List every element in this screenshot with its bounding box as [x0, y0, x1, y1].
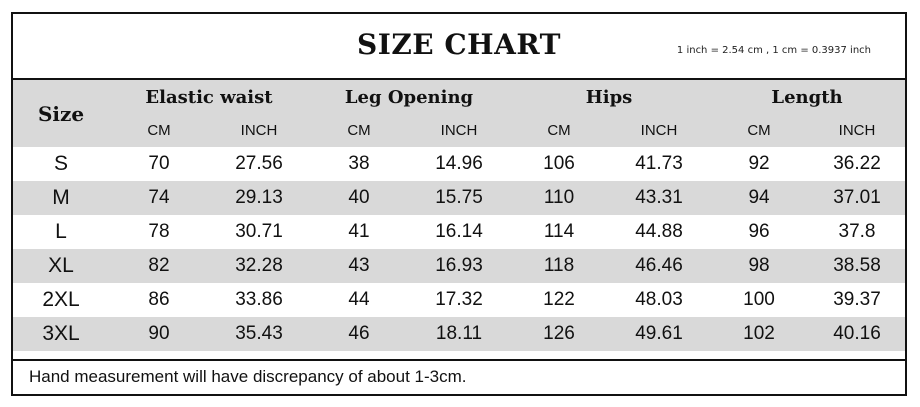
unit-header: INCH	[609, 114, 709, 147]
size-column-header: Size	[13, 80, 109, 147]
value-cell: 37.8	[838, 221, 876, 242]
unit-header-row	[13, 114, 905, 147]
value-cell: 30.71	[235, 221, 283, 242]
unit-header: CM	[109, 114, 209, 147]
value-cell: 46	[309, 317, 409, 351]
group-header-length: Length	[709, 80, 905, 114]
value-cell: 110	[509, 181, 609, 215]
size-cell: 3XL	[13, 317, 109, 351]
size-cell: XL	[13, 249, 109, 283]
size-cell: M	[13, 181, 109, 215]
value-cell: 86	[148, 289, 170, 310]
value-cell: 98	[709, 249, 809, 283]
value-cell: 40	[309, 181, 409, 215]
value-cell: 18.11	[409, 317, 509, 351]
unit-header: CM	[509, 114, 609, 147]
value-cell: 90	[109, 317, 209, 351]
table-row	[13, 215, 905, 249]
value-cell: 38.58	[809, 249, 905, 283]
unit-header: CM	[709, 114, 809, 147]
value-cell: 16.93	[409, 249, 509, 283]
value-cell: 33.86	[235, 289, 283, 310]
value-cell: 100	[743, 289, 775, 310]
value-cell: 38	[348, 153, 370, 174]
value-cell: 44	[348, 289, 370, 310]
group-header-hips: Hips	[509, 80, 709, 114]
value-cell: 43	[309, 249, 409, 283]
value-cell: 41	[348, 221, 370, 242]
unit-header: INCH	[409, 114, 509, 147]
value-cell: 44.88	[635, 221, 683, 242]
size-cell: L	[55, 220, 67, 243]
table-row	[13, 181, 905, 215]
unit-header: INCH	[209, 114, 309, 147]
unit-header: INCH	[809, 114, 905, 147]
table-row	[13, 147, 905, 181]
value-cell: 41.73	[635, 153, 683, 174]
group-header-row	[13, 80, 905, 114]
value-cell: 106	[543, 153, 575, 174]
value-cell: 82	[109, 249, 209, 283]
value-cell: 70	[148, 153, 170, 174]
value-cell: 122	[543, 289, 575, 310]
value-cell: 49.61	[609, 317, 709, 351]
chart-title: SIZE CHART	[357, 28, 561, 61]
value-cell: 29.13	[209, 181, 309, 215]
value-cell: 92	[748, 153, 770, 174]
table-row	[13, 283, 905, 317]
value-cell: 78	[148, 221, 170, 242]
size-cell: S	[53, 152, 68, 175]
value-cell: 74	[109, 181, 209, 215]
title-bar	[13, 14, 905, 80]
size-table	[13, 80, 905, 351]
value-cell: 36.22	[833, 153, 881, 174]
value-cell: 96	[748, 221, 770, 242]
table-row	[13, 317, 905, 351]
size-chart	[11, 12, 907, 396]
value-cell: 15.75	[409, 181, 509, 215]
value-cell: 37.01	[809, 181, 905, 215]
value-cell: 35.43	[209, 317, 309, 351]
value-cell: 16.14	[435, 221, 483, 242]
table-row	[13, 249, 905, 283]
value-cell: 118	[509, 249, 609, 283]
value-cell: 17.32	[435, 289, 483, 310]
value-cell: 32.28	[209, 249, 309, 283]
value-cell: 27.56	[235, 153, 283, 174]
value-cell: 114	[543, 221, 575, 242]
value-cell: 14.96	[435, 153, 483, 174]
value-cell: 46.46	[609, 249, 709, 283]
value-cell: 40.16	[809, 317, 905, 351]
footer-note: Hand measurement will have discrepancy of about 1-3cm.	[13, 359, 905, 394]
group-header-elastic-waist: Elastic waist	[109, 80, 309, 114]
group-header-leg-opening: Leg Opening	[309, 80, 509, 114]
value-cell: 94	[709, 181, 809, 215]
value-cell: 126	[509, 317, 609, 351]
value-cell: 102	[709, 317, 809, 351]
conversion-note: 1 inch = 2.54 cm , 1 cm = 0.3937 inch	[676, 45, 871, 56]
value-cell: 48.03	[635, 289, 683, 310]
value-cell: 43.31	[609, 181, 709, 215]
unit-header: CM	[309, 114, 409, 147]
size-cell: 2XL	[42, 288, 80, 311]
value-cell: 39.37	[833, 289, 881, 310]
